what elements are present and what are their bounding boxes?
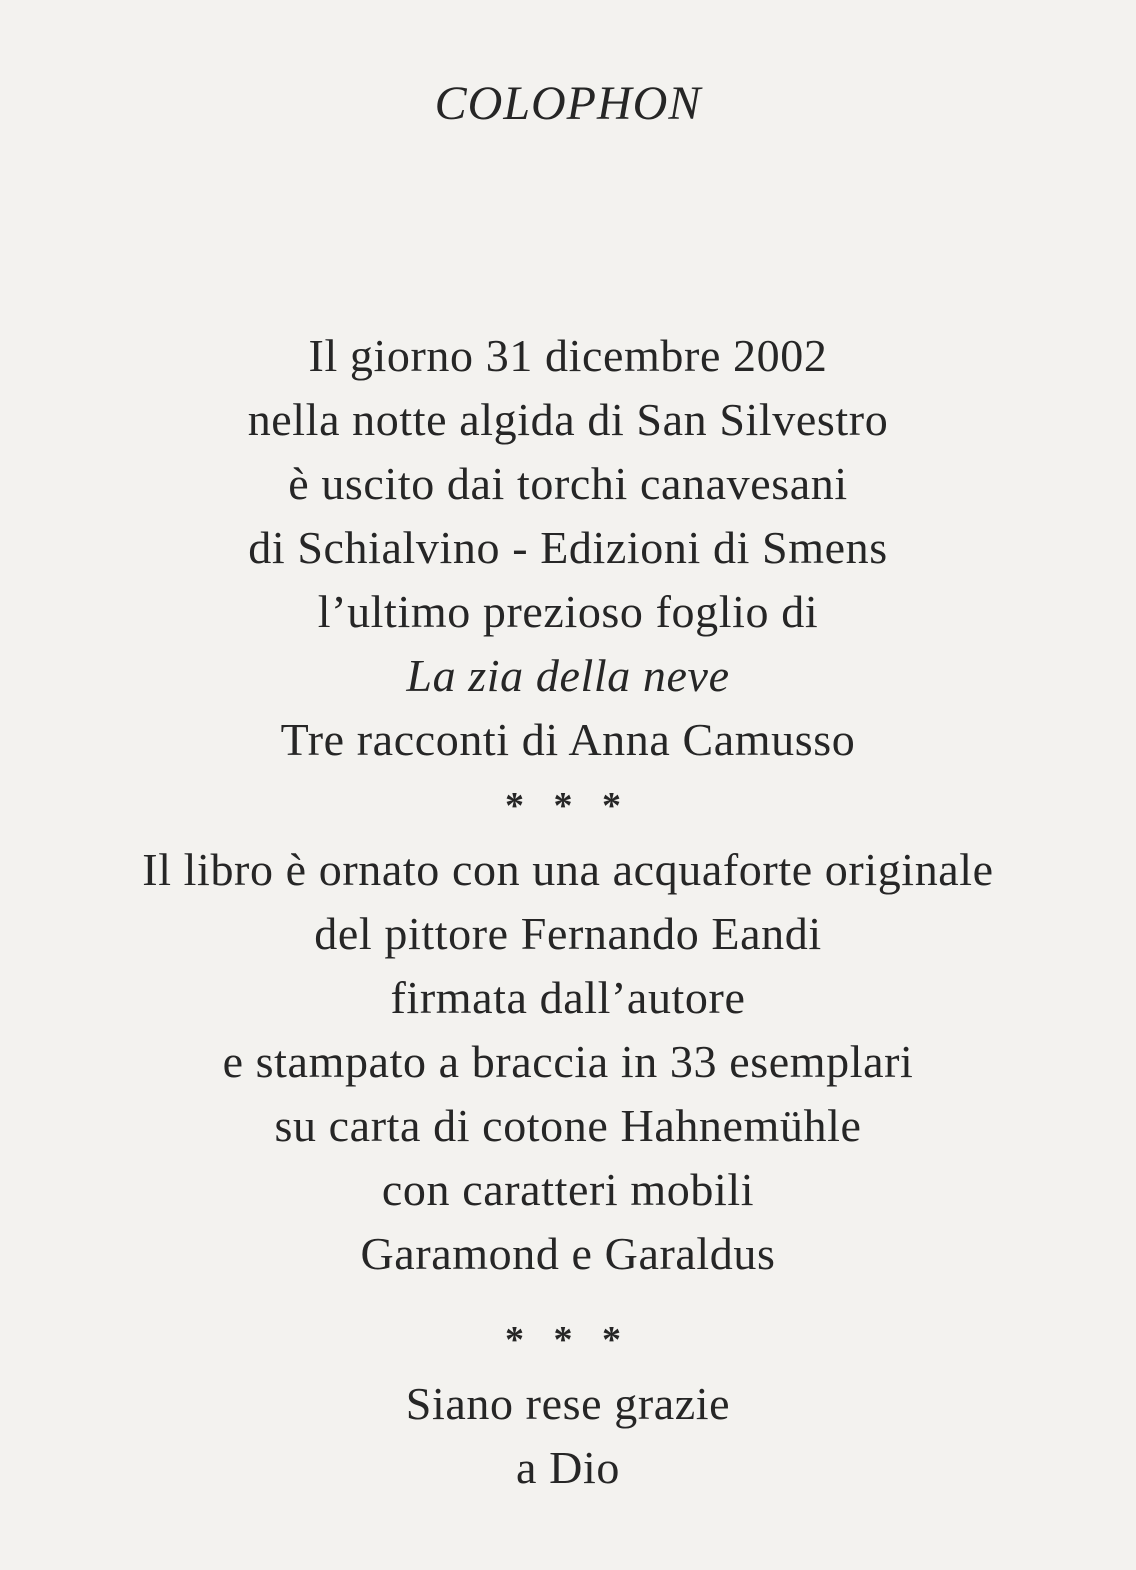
colophon-title: COLOPHON [434, 77, 702, 130]
text-line: è uscito dai torchi canavesani [288, 458, 848, 509]
text-line: l’ultimo prezioso foglio di [317, 586, 819, 637]
section-separator: * * * [505, 785, 631, 827]
section-separator: * * * [505, 1319, 631, 1361]
text-line: nella notte algida di San Silvestro [247, 394, 889, 445]
text-line: Il giorno 31 dicembre 2002 [308, 330, 828, 381]
text-line: con caratteri mobili [381, 1164, 755, 1215]
text-line: firmata dall’autore [390, 972, 746, 1023]
book-title: La zia della neve [406, 650, 730, 701]
text-line: Tre racconti di Anna Camusso [280, 714, 856, 765]
text-line: del pittore Fernando Eandi [314, 908, 822, 959]
text-line: Siano rese grazie [405, 1378, 731, 1429]
text-line: su carta di cotone Hahnemühle [274, 1100, 862, 1151]
text-line: Garamond e Garaldus [360, 1228, 776, 1279]
text-line: di Schialvino - Edizioni di Smens [248, 522, 888, 573]
text-line: e stampato a braccia in 33 esemplari [222, 1036, 914, 1087]
text-line: a Dio [516, 1442, 620, 1493]
text-line: Il libro è ornato con una acquaforte originale [142, 844, 994, 895]
